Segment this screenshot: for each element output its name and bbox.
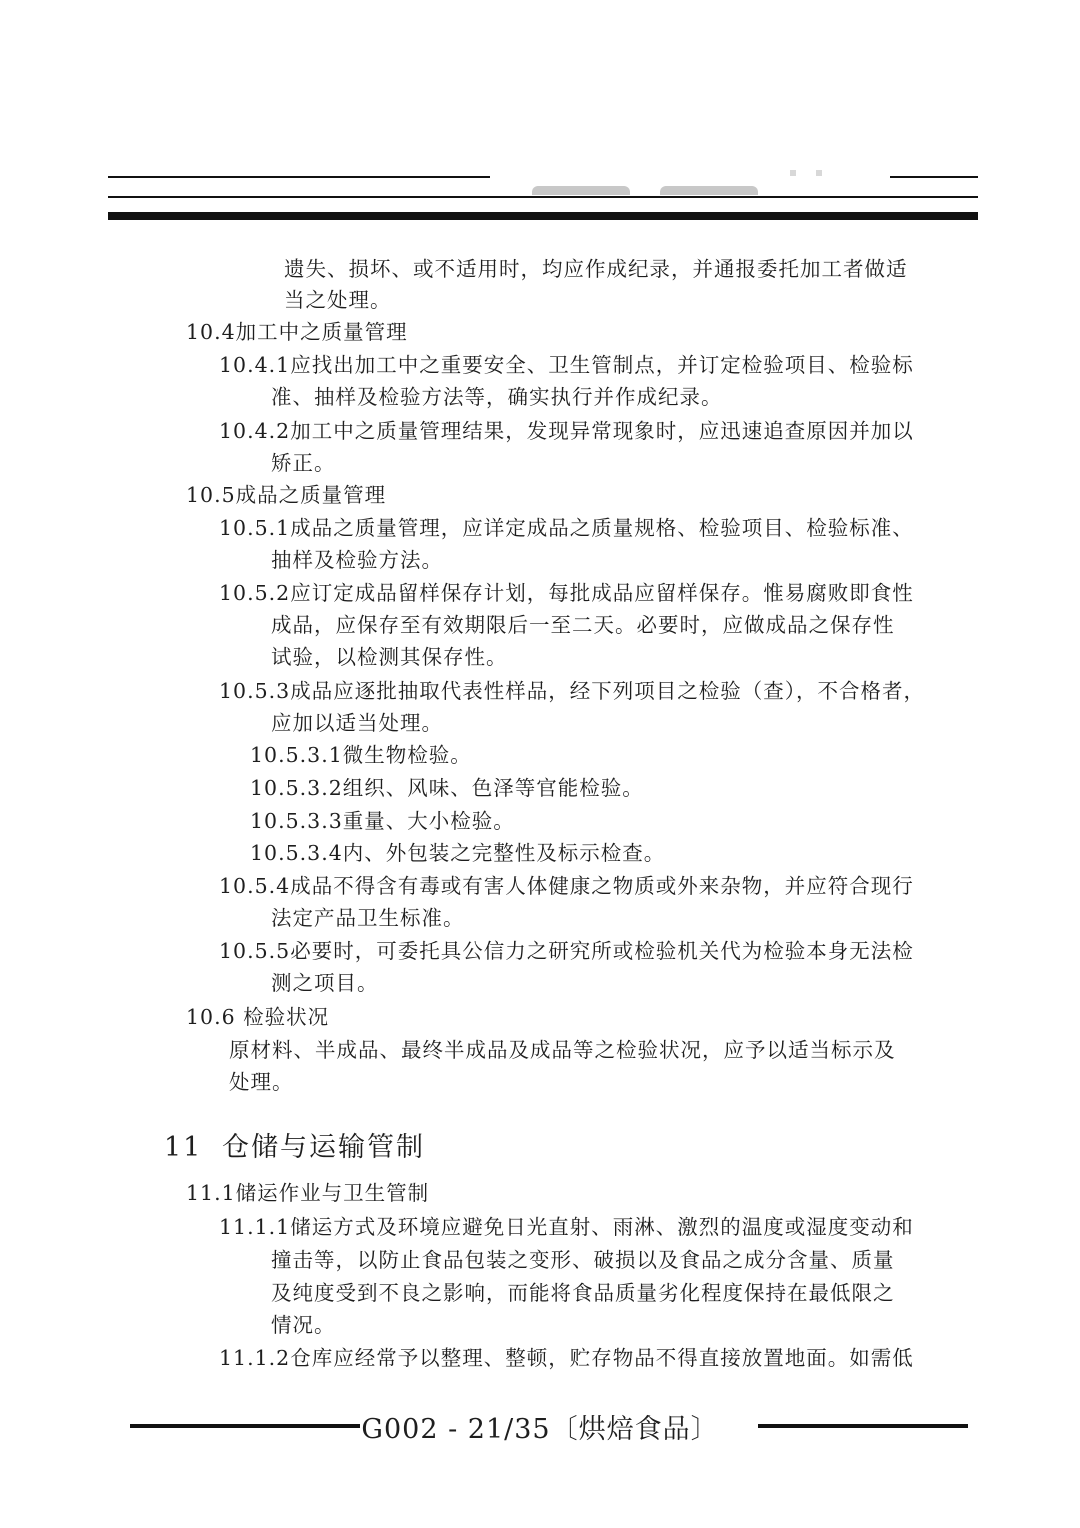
clause-line: 应加以适当处理。 bbox=[271, 711, 443, 735]
clause-line: 准、抽样及检验方法等，确实执行并作成纪录。 bbox=[271, 385, 723, 409]
clause-line: 情况。 bbox=[271, 1313, 336, 1337]
clause-line: 10.5.1成品之质量管理，应详定成品之质量规格、检验项目、检验标准、 bbox=[219, 516, 914, 540]
subsection-heading: 11.1储运作业与卫生管制 bbox=[186, 1181, 430, 1205]
clause-line: 10.4.1应找出加工中之重要安全、卫生管制点，并订定检验项目、检验标 bbox=[219, 353, 914, 377]
clause-line: 10.5.4成品不得含有毒或有害人体健康之物质或外来杂物，并应符合现行 bbox=[219, 874, 914, 898]
body-line: 遗失、损坏、或不适用时，均应作成纪录，并通报委托加工者做适 bbox=[284, 257, 908, 281]
paragraph-line: 原材料、半成品、最终半成品及成品等之检验状况，应予以适当标示及 bbox=[229, 1038, 896, 1062]
clause-line: 10.5.5必要时，可委托具公信力之研究所或检验机关代为检验本身无法检 bbox=[219, 939, 914, 963]
clause-line: 10.4.2加工中之质量管理结果，发现异常现象时，应迅速追查原因并加以 bbox=[219, 419, 914, 443]
subsection-heading: 10.6 检验状况 bbox=[186, 1005, 330, 1029]
subsection-heading: 10.4加工中之质量管理 bbox=[186, 320, 408, 344]
clause-line: 试验，以检测其保存性。 bbox=[271, 645, 508, 669]
clause-line: 10.5.3成品应逐批抽取代表性样品，经下列项目之检验（查），不合格者， bbox=[219, 679, 925, 703]
header-rule-top-left bbox=[108, 176, 490, 178]
clause-line: 撞击等，以防止食品包装之变形、破损以及食品之成分含量、质量 bbox=[271, 1248, 895, 1272]
clause-line: 抽样及检验方法。 bbox=[271, 548, 443, 572]
section-heading bbox=[164, 1130, 425, 1166]
clause-line: 10.5.2应订定成品留样保存计划，每批成品应留样保存。惟易腐败即食性 bbox=[219, 581, 914, 605]
clause-line: 11.1.2仓库应经常予以整理、整顿，贮存物品不得直接放置地面。如需低 bbox=[219, 1346, 914, 1370]
subsection-heading: 10.5成品之质量管理 bbox=[186, 483, 387, 507]
section-number: 11 bbox=[164, 1132, 203, 1163]
clause-line: 及纯度受到不良之影响，而能将食品质量劣化程度保持在最低限之 bbox=[271, 1281, 895, 1305]
section-title: 仓储与运输管制 bbox=[222, 1132, 425, 1163]
header-rule-thick bbox=[108, 212, 978, 220]
clause-line: 成品，应保存至有效期限后一至二天。必要时，应做成品之保存性 bbox=[271, 613, 895, 637]
header-tab-shape bbox=[532, 186, 630, 195]
clause-line: 11.1.1储运方式及环境应避免日光直射、雨淋、激烈的温度或湿度变动和 bbox=[219, 1215, 914, 1239]
sub-clause-line: 10.5.3.1微生物检验。 bbox=[250, 743, 472, 767]
sub-clause-line: 10.5.3.2组织、风味、色泽等官能检验。 bbox=[250, 776, 644, 800]
page-footer: G002 - 21/35〔烘焙食品〕 bbox=[361, 1414, 719, 1445]
clause-line: 法定产品卫生标准。 bbox=[271, 906, 465, 930]
scan-mark bbox=[816, 170, 822, 176]
header-rule-top-right bbox=[890, 176, 978, 178]
body-line: 当之处理。 bbox=[284, 288, 392, 312]
footer-rule-right bbox=[758, 1424, 968, 1428]
paragraph-line: 处理。 bbox=[229, 1070, 294, 1094]
sub-clause-line: 10.5.3.4内、外包装之完整性及标示检查。 bbox=[250, 841, 666, 865]
clause-line: 测之项目。 bbox=[271, 971, 379, 995]
sub-clause-line: 10.5.3.3重量、大小检验。 bbox=[250, 809, 515, 833]
header-rule-thin bbox=[108, 196, 978, 198]
header-tab-shape bbox=[660, 186, 758, 195]
scan-mark bbox=[790, 170, 796, 176]
clause-line: 矫正。 bbox=[271, 451, 336, 475]
